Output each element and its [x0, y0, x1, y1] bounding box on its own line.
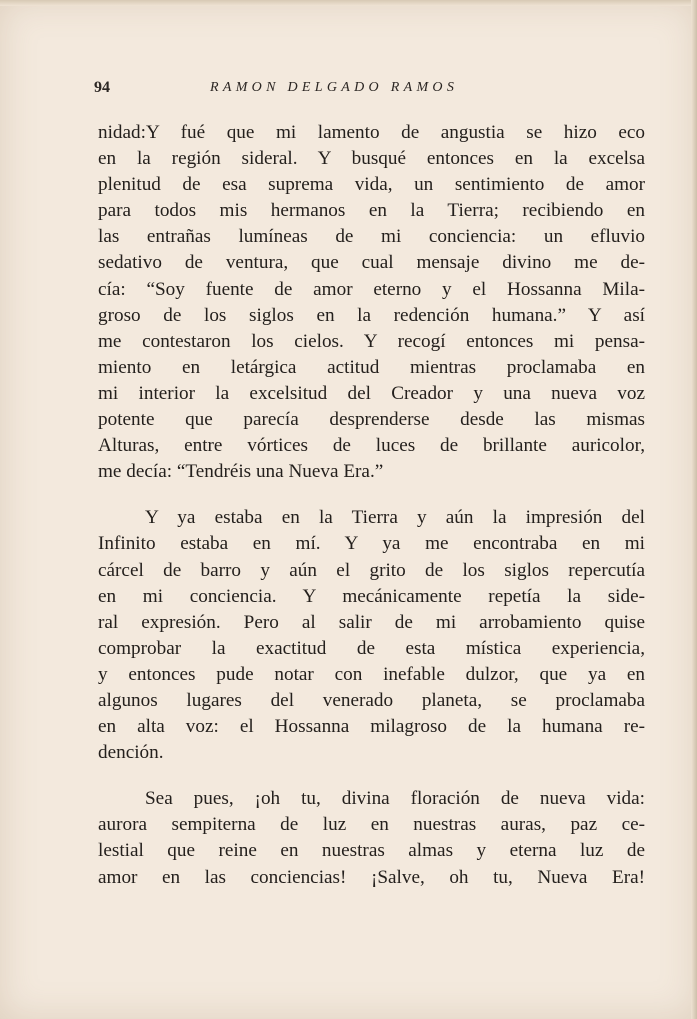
text-line: en mi conciencia. Y mecánicamente repetía la side-	[98, 585, 645, 607]
text-line: me decía: “Tendréis una Nueva Era.”	[98, 461, 384, 483]
text-line: nidad:Y fué que mi lamento de angustia se hizo eco	[98, 122, 645, 143]
text-line: Y ya estaba en la Tierra y aún la impresión del	[145, 507, 645, 529]
text-line: lestial que reine en nuestras almas y eterna luz de	[98, 840, 645, 862]
paragraph-gap	[98, 766, 645, 786]
text-line: y entonces pude notar con inefable dulzor, que ya en	[98, 663, 645, 685]
page-right-edge	[691, 0, 697, 1019]
text-line: sedativo de ventura, que cual mensaje divino me de-	[98, 252, 645, 274]
page-number: 94	[94, 79, 110, 96]
text-line: Infinito estaba en mí. Y ya me encontraba en mi	[98, 533, 645, 555]
text-line: en la región sideral. Y busqué entonces en la excelsa	[98, 148, 645, 170]
text-line: cárcel de barro y aún el grito de los siglos repercutía	[98, 559, 645, 581]
paragraph-2	[98, 505, 645, 766]
text-line: cía: “Soy fuente de amor eterno y el Hossanna Mila-	[98, 278, 645, 300]
page-top-edge	[0, 0, 697, 6]
text-line: comprobar la exactitud de esta mística experiencia,	[98, 637, 645, 659]
paragraph-gap	[98, 485, 645, 505]
text-line: en alta voz: el Hossanna milagroso de la humana re-	[98, 716, 645, 738]
text-line: las entrañas lumíneas de mi conciencia: un efluvio	[98, 226, 645, 248]
text-line: ral expresión. Pero al salir de mi arrobamiento quise	[98, 611, 645, 633]
text-line: para todos mis hermanos en la Tierra; recibiendo en	[98, 200, 645, 222]
text-line: amor en las conciencias! ¡Salve, oh tu, Nueva Era!	[98, 866, 645, 888]
text-line: Sea pues, ¡oh tu, divina floración de nueva vida:	[145, 788, 645, 810]
text-line: potente que parecía desprenderse desde las mismas	[98, 409, 645, 431]
text-line: dención.	[98, 742, 164, 764]
page-header	[94, 79, 644, 103]
body-text	[98, 120, 645, 891]
text-line: algunos lugares del venerado planeta, se proclamaba	[98, 689, 645, 711]
text-line: mi interior la excelsitud del Creador y una nueva voz	[98, 382, 645, 404]
text-line: me contestaron los cielos. Y recogí entonces mi pensa-	[98, 330, 645, 352]
paragraph-3	[98, 786, 645, 890]
text-line: Alturas, entre vórtices de luces de brillante auricolor,	[98, 435, 645, 457]
text-line: plenitud de esa suprema vida, un sentimiento de amor	[98, 174, 645, 196]
running-head: RAMON DELGADO RAMOS	[210, 80, 459, 95]
text-line: aurora sempiterna de luz en nuestras auras, paz ce-	[98, 814, 645, 836]
paragraph-1	[98, 120, 645, 485]
text-line: groso de los siglos en la redención humana.” Y así	[98, 304, 645, 326]
text-line: miento en letárgica actitud mientras proclamaba en	[98, 356, 645, 378]
